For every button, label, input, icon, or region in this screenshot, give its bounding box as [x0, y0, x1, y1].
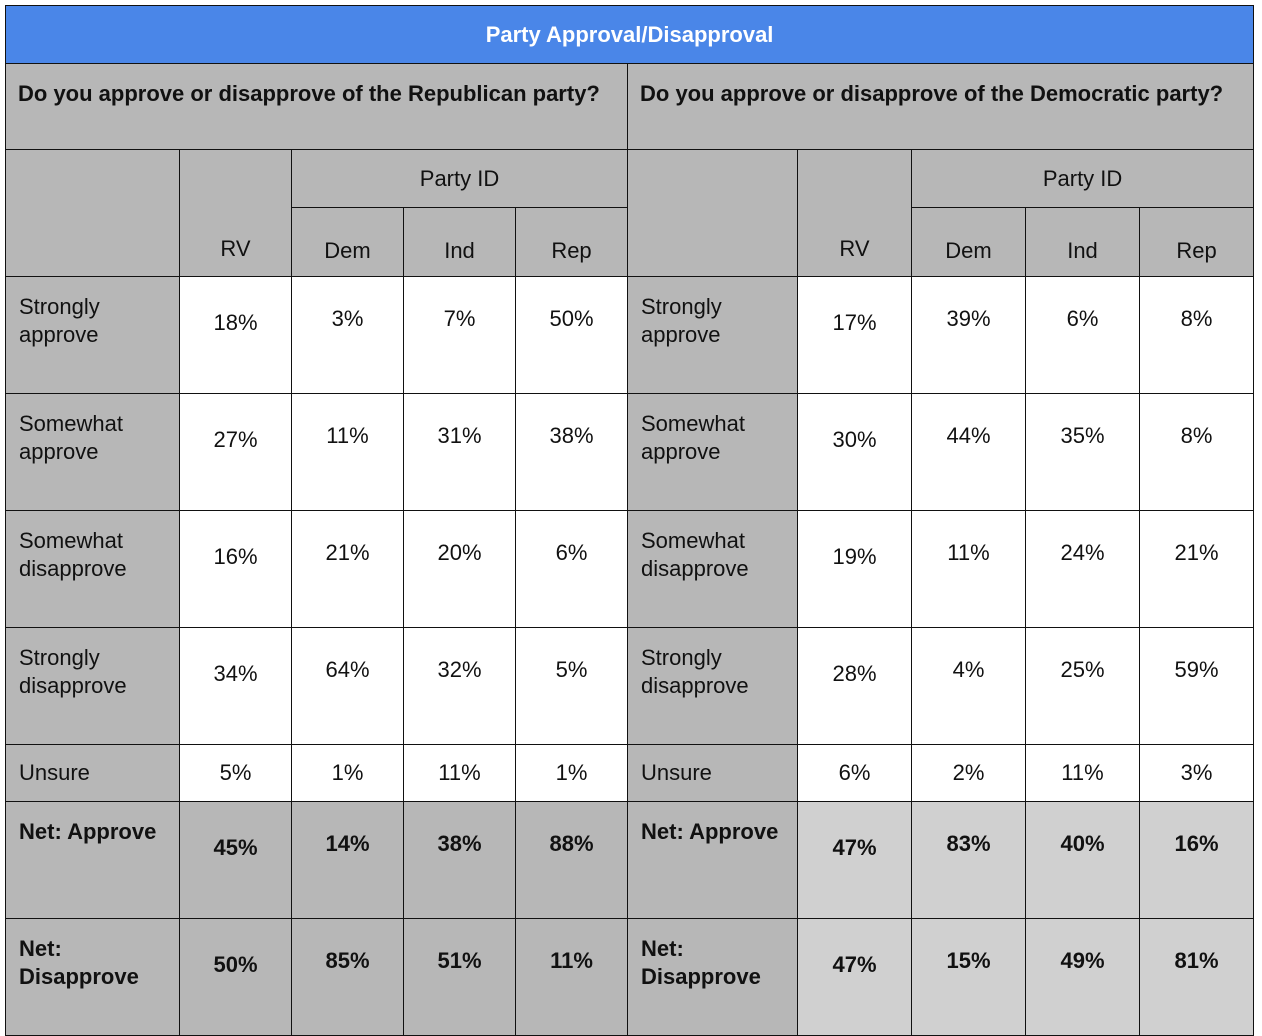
row-label: Strongly disapprove	[6, 628, 180, 745]
table-cell: 8%	[1140, 394, 1254, 511]
democratic-col-ind: Ind	[1026, 208, 1140, 277]
table-cell: 14%	[292, 802, 404, 919]
table-cell: 83%	[912, 802, 1026, 919]
table-cell: 6%	[798, 745, 912, 802]
republican-corner-cell	[6, 150, 180, 277]
party-approval-table	[5, 5, 1254, 1036]
table-cell: 1%	[292, 745, 404, 802]
table-row	[6, 277, 1254, 394]
row-label: Somewhat disapprove	[628, 511, 798, 628]
table-cell: 5%	[180, 745, 292, 802]
table-row	[6, 745, 1254, 802]
table-cell: 38%	[516, 394, 628, 511]
table-row	[6, 802, 1254, 919]
table-cell: 32%	[404, 628, 516, 745]
row-label: Strongly disapprove	[628, 628, 798, 745]
table-row	[6, 394, 1254, 511]
table-cell: 11%	[1026, 745, 1140, 802]
table-row	[6, 511, 1254, 628]
table-cell: 31%	[404, 394, 516, 511]
row-label: Net: Approve	[628, 802, 798, 919]
table-cell: 18%	[180, 277, 292, 394]
table-cell: 15%	[912, 919, 1026, 1036]
table-cell: 44%	[912, 394, 1026, 511]
table-cell: 24%	[1026, 511, 1140, 628]
table-cell: 45%	[180, 802, 292, 919]
table-cell: 16%	[1140, 802, 1254, 919]
table-cell: 21%	[1140, 511, 1254, 628]
table-cell: 3%	[1140, 745, 1254, 802]
table-cell: 50%	[516, 277, 628, 394]
table-cell: 11%	[912, 511, 1026, 628]
republican-col-rv: RV	[180, 150, 292, 277]
row-label: Strongly approve	[628, 277, 798, 394]
table-cell: 20%	[404, 511, 516, 628]
table-cell: 88%	[516, 802, 628, 919]
democratic-col-dem: Dem	[912, 208, 1026, 277]
democratic-col-rep: Rep	[1140, 208, 1254, 277]
row-label: Strongly approve	[6, 277, 180, 394]
row-label: Net: Approve	[6, 802, 180, 919]
democratic-party-id-header: Party ID	[912, 150, 1254, 208]
table-cell: 19%	[798, 511, 912, 628]
row-label: Unsure	[628, 745, 798, 802]
democratic-corner-cell	[628, 150, 798, 277]
table-cell: 11%	[292, 394, 404, 511]
table-cell: 5%	[516, 628, 628, 745]
row-label: Unsure	[6, 745, 180, 802]
table-cell: 25%	[1026, 628, 1140, 745]
row-label: Somewhat disapprove	[6, 511, 180, 628]
table-cell: 2%	[912, 745, 1026, 802]
table-cell: 16%	[180, 511, 292, 628]
democratic-question: Do you approve or disapprove of the Democratic party?	[628, 64, 1254, 150]
table-cell: 3%	[292, 277, 404, 394]
row-label: Somewhat approve	[628, 394, 798, 511]
table-cell: 21%	[292, 511, 404, 628]
table-row	[6, 919, 1254, 1036]
table-cell: 64%	[292, 628, 404, 745]
row-label: Net: Disapprove	[628, 919, 798, 1036]
table-cell: 30%	[798, 394, 912, 511]
table-cell: 17%	[798, 277, 912, 394]
republican-col-rep: Rep	[516, 208, 628, 277]
table-cell: 40%	[1026, 802, 1140, 919]
row-label: Net: Disapprove	[6, 919, 180, 1036]
table-cell: 6%	[516, 511, 628, 628]
table-cell: 34%	[180, 628, 292, 745]
table-cell: 8%	[1140, 277, 1254, 394]
table-cell: 11%	[404, 745, 516, 802]
table-cell: 47%	[798, 802, 912, 919]
table-cell: 38%	[404, 802, 516, 919]
republican-col-dem: Dem	[292, 208, 404, 277]
table-cell: 4%	[912, 628, 1026, 745]
table-cell: 81%	[1140, 919, 1254, 1036]
table-row	[6, 628, 1254, 745]
republican-party-id-header: Party ID	[292, 150, 628, 208]
table-cell: 35%	[1026, 394, 1140, 511]
democratic-col-rv: RV	[798, 150, 912, 277]
table-cell: 85%	[292, 919, 404, 1036]
table-cell: 27%	[180, 394, 292, 511]
table-cell: 28%	[798, 628, 912, 745]
table-cell: 50%	[180, 919, 292, 1036]
table-cell: 1%	[516, 745, 628, 802]
republican-col-ind: Ind	[404, 208, 516, 277]
table-cell: 59%	[1140, 628, 1254, 745]
table-cell: 6%	[1026, 277, 1140, 394]
table-title: Party Approval/Disapproval	[6, 6, 1254, 64]
republican-question: Do you approve or disapprove of the Republican party?	[6, 64, 628, 150]
table-cell: 49%	[1026, 919, 1140, 1036]
table-cell: 51%	[404, 919, 516, 1036]
table-cell: 11%	[516, 919, 628, 1036]
row-label: Somewhat approve	[6, 394, 180, 511]
table-cell: 47%	[798, 919, 912, 1036]
table-cell: 7%	[404, 277, 516, 394]
table-cell: 39%	[912, 277, 1026, 394]
